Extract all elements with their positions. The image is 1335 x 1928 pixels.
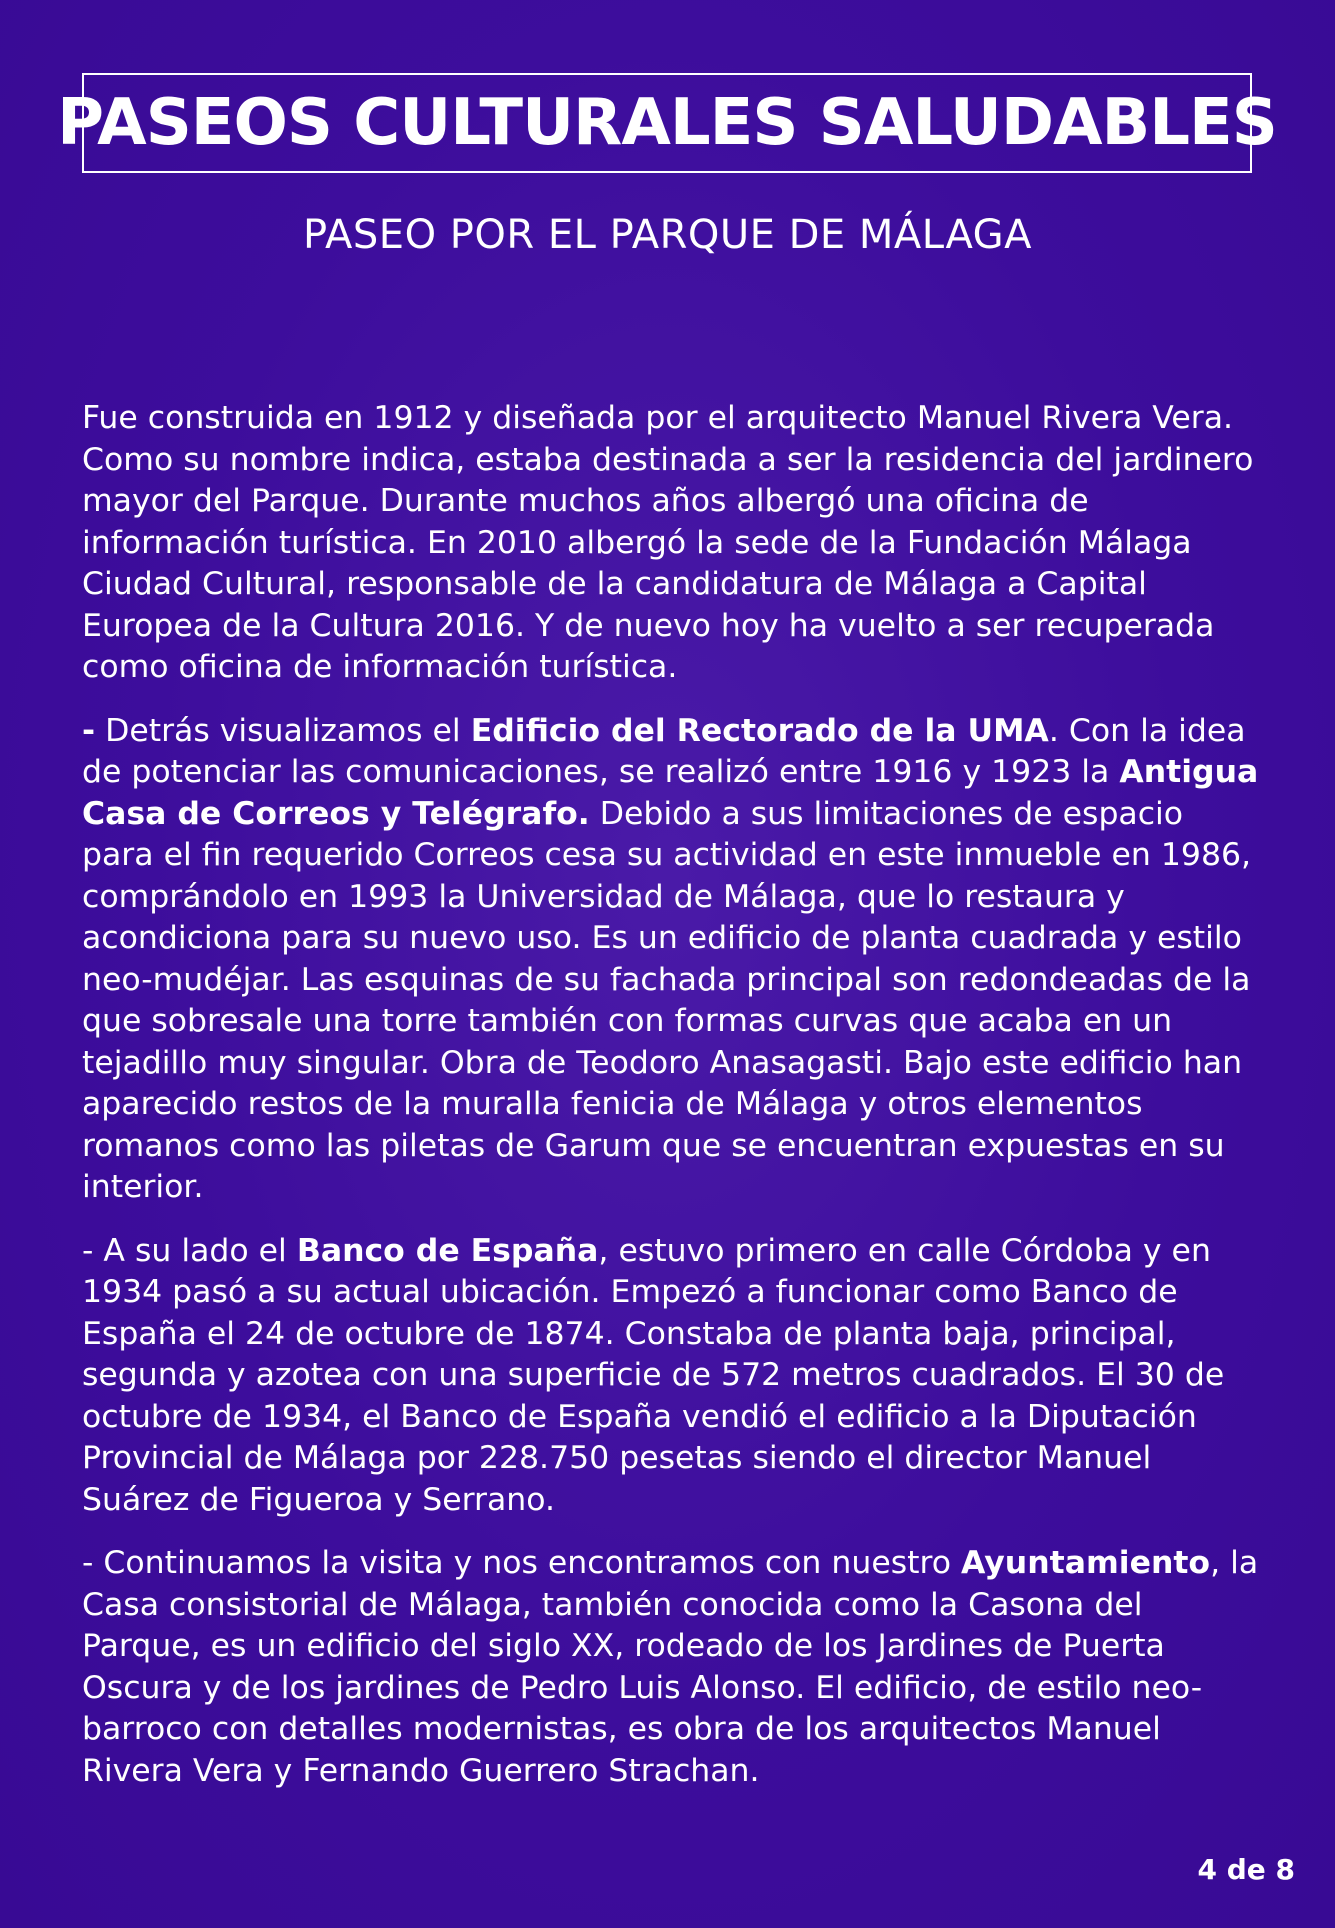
text-segment: , la Casa consistorial de Málaga, también conocida como la Casona del Parque, es un edificio del siglo XX, rodeado de los Jardines de Puerta Oscura y de los jardines de Pedro Luis Alonso. El edificio, de estilo neo-barroco con detalles modernistas, es obra de los arquitectos Manuel Rivera Vera y Fernando Guerrero Strachan. — [82, 1545, 1259, 1789]
paragraph-banco-espana — [82, 1231, 1262, 1522]
bold-casa-correos: Antigua Casa de Correos y Telégrafo. — [82, 754, 1259, 832]
bold-banco-espana: Banco de España — [296, 1232, 599, 1269]
bold-edificio-rectorado: Edificio del Rectorado de la UMA — [470, 712, 1049, 749]
page-number: 4 de 8 — [1197, 1853, 1295, 1886]
text-segment: , estuvo primero en calle Córdoba y en 1934 pasó a su actual ubicación. Empezó a funcionar como Banco de España el 24 de octubre de 1874. Constaba de planta baja, principal, segunda y azotea con una superficie de 572 metros cuadrados. El 30 de octubre de 1934, el Banco de España vendió el edificio a la Diputación Provincial de Málaga por 228.750 pesetas siendo el director Manuel Suárez de Figueroa y Serrano. — [82, 1232, 1225, 1518]
article-body — [82, 398, 1262, 1814]
page-title: PASEOS CULTURALES SALUDABLES — [57, 86, 1277, 160]
bold-ayuntamiento: Ayuntamiento — [961, 1545, 1211, 1581]
text-segment: - Continuamos la visita y nos encontramos con nuestro — [82, 1545, 962, 1581]
page-subtitle: PASEO POR EL PARQUE DE MÁLAGA — [302, 212, 1033, 258]
paragraph-rectorado — [82, 711, 1262, 1209]
text-segment: . Con la idea de potenciar las comunicaciones, se realizó entre 1916 y 1923 la — [82, 712, 1246, 790]
text-segment: Detrás visualizamos el — [95, 712, 471, 749]
dash: - — [82, 712, 96, 749]
text-segment: - A su lado el — [82, 1232, 297, 1269]
paragraph-casita-jardinero: Fue construida en 1912 y diseñada por el arquitecto Manuel Rivera Vera. Como su nombre indica, estaba destinada a ser la residencia del jardinero mayor del Parque. Durante muchos años albergó una oficina de información turística. En 2010 albergó la sede de la Fundación Málaga Ciudad Cultural, responsable de la candidatura de Málaga a Capital Europea de la Cultura 2016. Y de nuevo hoy ha vuelto a ser recuperada como oficina de información turística. — [82, 400, 1254, 685]
title-box — [57, 73, 1277, 173]
text-segment: Debido a sus limitaciones de espacio para el fin requerido Correos cesa su actividad en este inmueble en 1986, comprándolo en 1993 la Universidad de Málaga, que lo restaura y acondiciona para su nuevo uso. Es un edificio de planta cuadrada y estilo neo-mudéjar. Las esquinas de su fachada principal son redondeadas de la que sobresale una torre también con formas curvas que acaba en un tejadillo muy singular. Obra de Teodoro Anasagasti. Bajo este edificio han aparecido restos de la muralla fenicia de Málaga y otros elementos romanos como las piletas de Garum que se encuentran expuestas en su interior. — [82, 795, 1252, 1205]
paragraph-ayuntamiento — [82, 1543, 1262, 1792]
